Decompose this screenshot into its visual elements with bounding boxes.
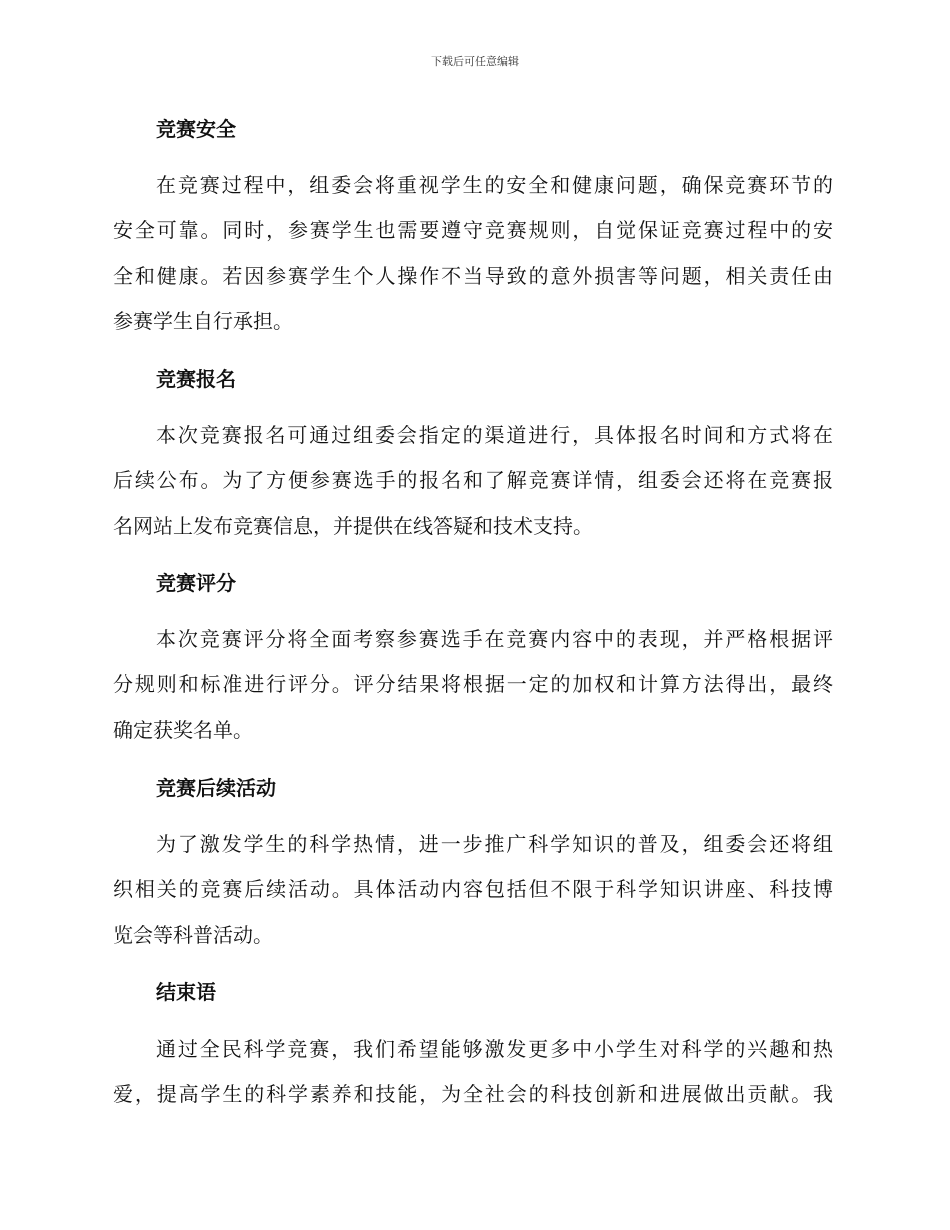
paragraph-line: 全和健康。若因参赛学生个人操作不当导致的意外损害等问题，相关责任由 xyxy=(113,263,833,288)
section-paragraph-conclusion xyxy=(113,1027,833,1118)
paragraph-line: 本次竞赛评分将全面考察参赛选手在竞赛内容中的表现，并严格根据评 xyxy=(156,627,833,651)
paragraph-line: 分规则和标准进行评分。评分结果将根据一定的加权和计算方法得出，最终 xyxy=(113,672,833,697)
section-heading-safety: 竞赛安全 xyxy=(156,117,236,141)
section-paragraph-registration xyxy=(113,413,833,549)
paragraph-line: 通过全民科学竞赛，我们希望能够激发更多中小学生对科学的兴趣和热 xyxy=(156,1037,833,1061)
section-paragraph-follow-up xyxy=(113,822,833,958)
section-paragraph-safety xyxy=(113,163,833,344)
section-heading-conclusion: 结束语 xyxy=(156,980,216,1004)
section-heading-follow-up: 竞赛后续活动 xyxy=(156,776,276,800)
paragraph-line: 爱，提高学生的科学素养和技能，为全社会的科技创新和进展做出贡献。我 xyxy=(113,1082,833,1107)
paragraph-line: 为了激发学生的科学热情，进一步推广科学知识的普及，组委会还将组 xyxy=(156,832,833,856)
section-heading-registration: 竞赛报名 xyxy=(156,367,236,391)
paragraph-line: 安全可靠。同时，参赛学生也需要遵守竞赛规则，自觉保证竞赛过程中的安 xyxy=(113,218,833,243)
paragraph-line: 确定获奖名单。 xyxy=(113,717,253,742)
paragraph-line: 后续公布。为了方便参赛选手的报名和了解竞赛详情，组委会还将在竞赛报 xyxy=(113,468,833,493)
page-header-note: 下载后可任意编辑 xyxy=(431,55,519,68)
section-heading-scoring: 竞赛评分 xyxy=(156,571,236,595)
paragraph-line: 织相关的竞赛后续活动。具体活动内容包括但不限于科学知识讲座、科技博 xyxy=(113,877,833,902)
section-paragraph-scoring xyxy=(113,617,833,753)
paragraph-line: 名网站上发布竞赛信息，并提供在线答疑和技术支持。 xyxy=(113,513,593,538)
paragraph-line: 参赛学生自行承担。 xyxy=(113,308,293,333)
paragraph-line: 览会等科普活动。 xyxy=(113,922,273,947)
paragraph-line: 本次竞赛报名可通过组委会指定的渠道进行，具体报名时间和方式将在 xyxy=(156,423,833,447)
paragraph-line: 在竞赛过程中，组委会将重视学生的安全和健康问题，确保竞赛环节的 xyxy=(156,173,833,197)
